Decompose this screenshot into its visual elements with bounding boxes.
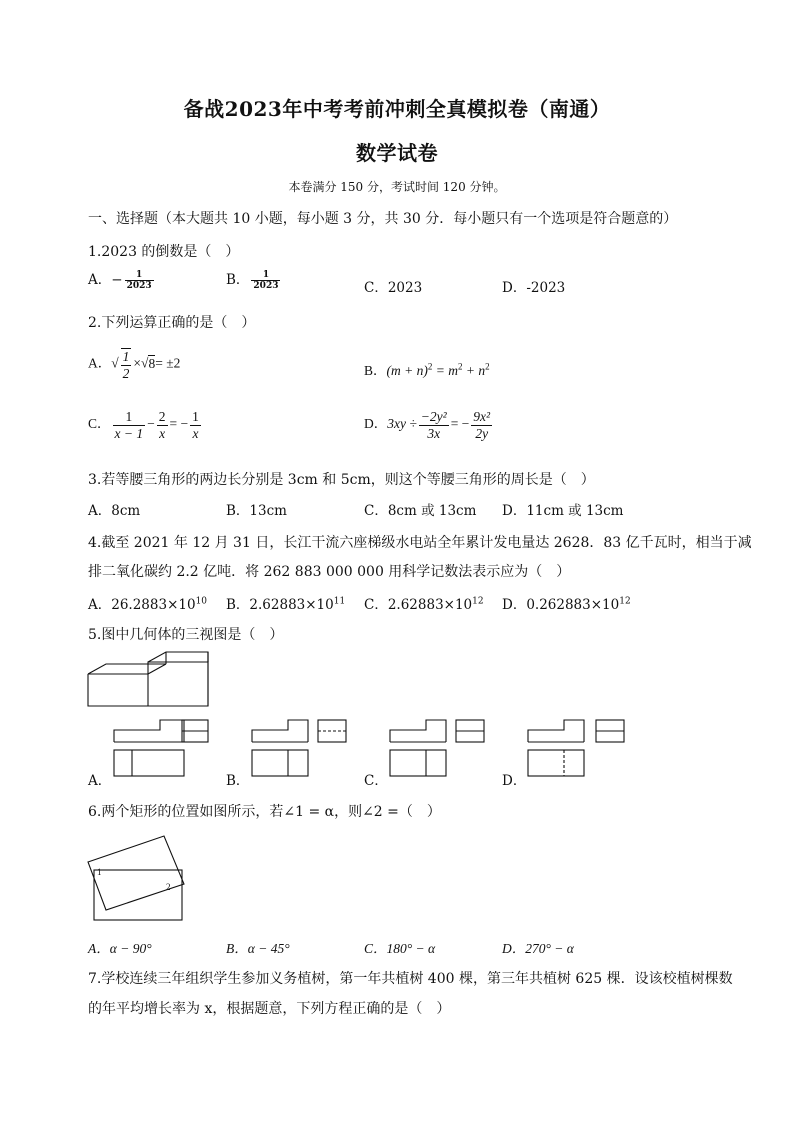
question-7-line-1: 7.学校连续三年组织学生参加义务植树，第一年共植树 400 棵，第三年共植树 625 棵．设该校植树棵数 [88,971,733,987]
q4-a-exp: 10 [195,596,208,607]
q3-option-d: D．11cm 或 13cm [502,503,624,519]
q2-c-fraction-3 [190,409,201,441]
q1-b-den: 2023 [253,281,279,291]
q2-b-label: B． [364,363,387,378]
q4-option-b [226,593,345,613]
q3-option-a: A．8cm [88,503,141,519]
q2-c-f2-num: 2 [158,409,166,424]
q1-option-a-fraction [125,270,154,292]
q2-b-plus: + n [462,363,486,378]
q4-option-c [364,593,484,613]
radical-sign-icon: √ [111,355,119,371]
q5-option-b-views [248,712,348,780]
q3-option-b: B．13cm [226,503,287,519]
q2-c-op: − [147,416,155,432]
q2-a-den: 2 [122,365,130,381]
q2-option-b [364,359,490,379]
question-6-stem: 6.两个矩形的位置如图所示，若∠1 = α，则∠2 =（ ） [88,804,441,820]
q5-option-d-views [524,712,634,780]
q2-c-f3-num: 1 [192,409,199,424]
q2-d-label: D． [364,416,388,432]
exam-note: 本卷满分 150 分，考试时间 120 分钟。 [288,180,506,194]
q1-a-den: 2023 [126,281,152,291]
q2-d-fraction-1 [419,409,449,441]
q2-a-num: 1 [122,349,130,364]
q2-c-eq: = − [169,416,189,432]
q2-option-a [88,348,180,381]
question-5-stem: 5.图中几何体的三视图是（ ） [88,627,284,643]
section-heading: 一、选择题（本大题共 10 小题，每小题 3 分，共 30 分．每小题只有一个选项是符合题意的） [88,211,678,227]
radical-sign-icon-2: √ [141,355,149,371]
q5-option-d: D． [502,773,527,789]
q4-c-exp: 12 [472,596,484,607]
q4-b-exp: 11 [333,596,346,607]
q5-solid-figure [84,646,214,716]
q5-option-a: A． [88,773,112,789]
q2-a-tail: = ±2 [155,355,181,371]
q4-option-d [502,593,631,613]
q2-a-fraction [121,348,132,381]
q2-option-c [88,409,203,441]
q1-option-d: D．-2023 [502,280,566,296]
question-3-stem: 3.若等腰三角形的两边长分别是 3cm 和 5cm，则这个等腰三角形的周长是（ ） [88,472,595,488]
q2-d-lead: 3xy ÷ [387,416,417,432]
q2-c-label: C． [88,416,111,432]
q2-c-f1-num: 1 [113,409,146,426]
exam-subject: 数学试卷 [356,141,438,165]
question-7-line-2: 的年平均增长率为 x，根据题意，下列方程正确的是（ ） [88,1001,451,1017]
q6-option-a: A．α − 90° [88,941,152,956]
q6-angle-2-label: 2 [166,882,171,892]
q2-option-d [364,409,494,441]
q3-option-c: C．8cm 或 13cm [364,503,477,519]
q1-option-b-fraction [251,270,280,292]
q6-option-d: D．270° − α [502,941,574,956]
q2-c-f2-den: x [159,425,166,441]
q6-lower-rectangle [94,870,182,920]
q1-option-c: C．2023 [364,280,423,296]
q1-option-b-label: B． [226,272,250,288]
q6-rectangles-figure [84,830,194,926]
q2-c-fraction-2 [157,409,168,441]
q5-option-c-views [386,712,486,780]
q2-d-f2-den: 2y [475,425,489,441]
q1-option-b [226,268,282,291]
q4-b-text: B．2.62883×10 [226,597,334,613]
q2-b-expr: (m + n) [386,363,428,378]
q1-option-a-sign: − [111,272,123,288]
q2-a-radicand: 8 [148,355,156,371]
question-4-line-2: 排二氧化碳约 2.2 亿吨．将 262 883 000 000 用科学记数法表示应为（ ） [88,564,571,580]
q2-a-label: A． [88,355,112,371]
q2-d-eq: = − [450,416,470,432]
q1-option-a [88,268,156,291]
q4-d-exp: 12 [619,596,631,607]
q2-b-eq: = m [432,363,458,378]
q4-c-text: C．2.62883×10 [364,597,473,613]
q2-d-f1-num: −2y² [420,409,447,424]
exam-title: 备战2023年中考考前冲刺全真模拟卷（南通） [183,97,611,121]
q4-option-a [88,593,207,613]
q6-option-c: C．180° − α [364,941,436,956]
q5-option-c: C． [364,773,388,789]
q5-option-b: B． [226,773,250,789]
q5-option-a-views [110,712,210,780]
q6-tilted-rectangle [88,836,184,910]
q4-d-text: D．0.262883×10 [502,597,620,613]
q2-c-f1-den: x − 1 [114,425,144,441]
q2-d-f1-den: 3x [427,425,441,441]
q2-c-f3-den: x [192,425,199,441]
q1-option-a-label: A． [88,272,112,288]
q2-a-times: × [133,355,142,371]
q2-b-exp: 2 [427,361,433,372]
question-4-line-1: 4.截至 2021 年 12 月 31 日，长江干流六座梯级水电站全年累计发电量达 2628．83 亿千瓦时，相当于减 [88,535,752,551]
q2-c-fraction-1 [113,409,146,441]
q2-d-fraction-2 [471,409,492,441]
q2-b-exp3: 2 [485,361,490,372]
question-1-stem: 1.2023 的倒数是（ ） [88,244,240,260]
q4-a-text: A．26.2883×10 [88,597,196,613]
q6-angle-1-label: 1 [97,867,102,877]
q2-b-exp2: 2 [457,361,463,372]
question-2-stem: 2.下列运算正确的是（ ） [88,315,256,331]
q1-a-num: 1 [125,270,154,281]
q2-d-f2-num: 9x² [473,409,491,424]
q6-option-b: B．α − 45° [226,941,290,956]
q1-b-num: 1 [251,270,280,281]
